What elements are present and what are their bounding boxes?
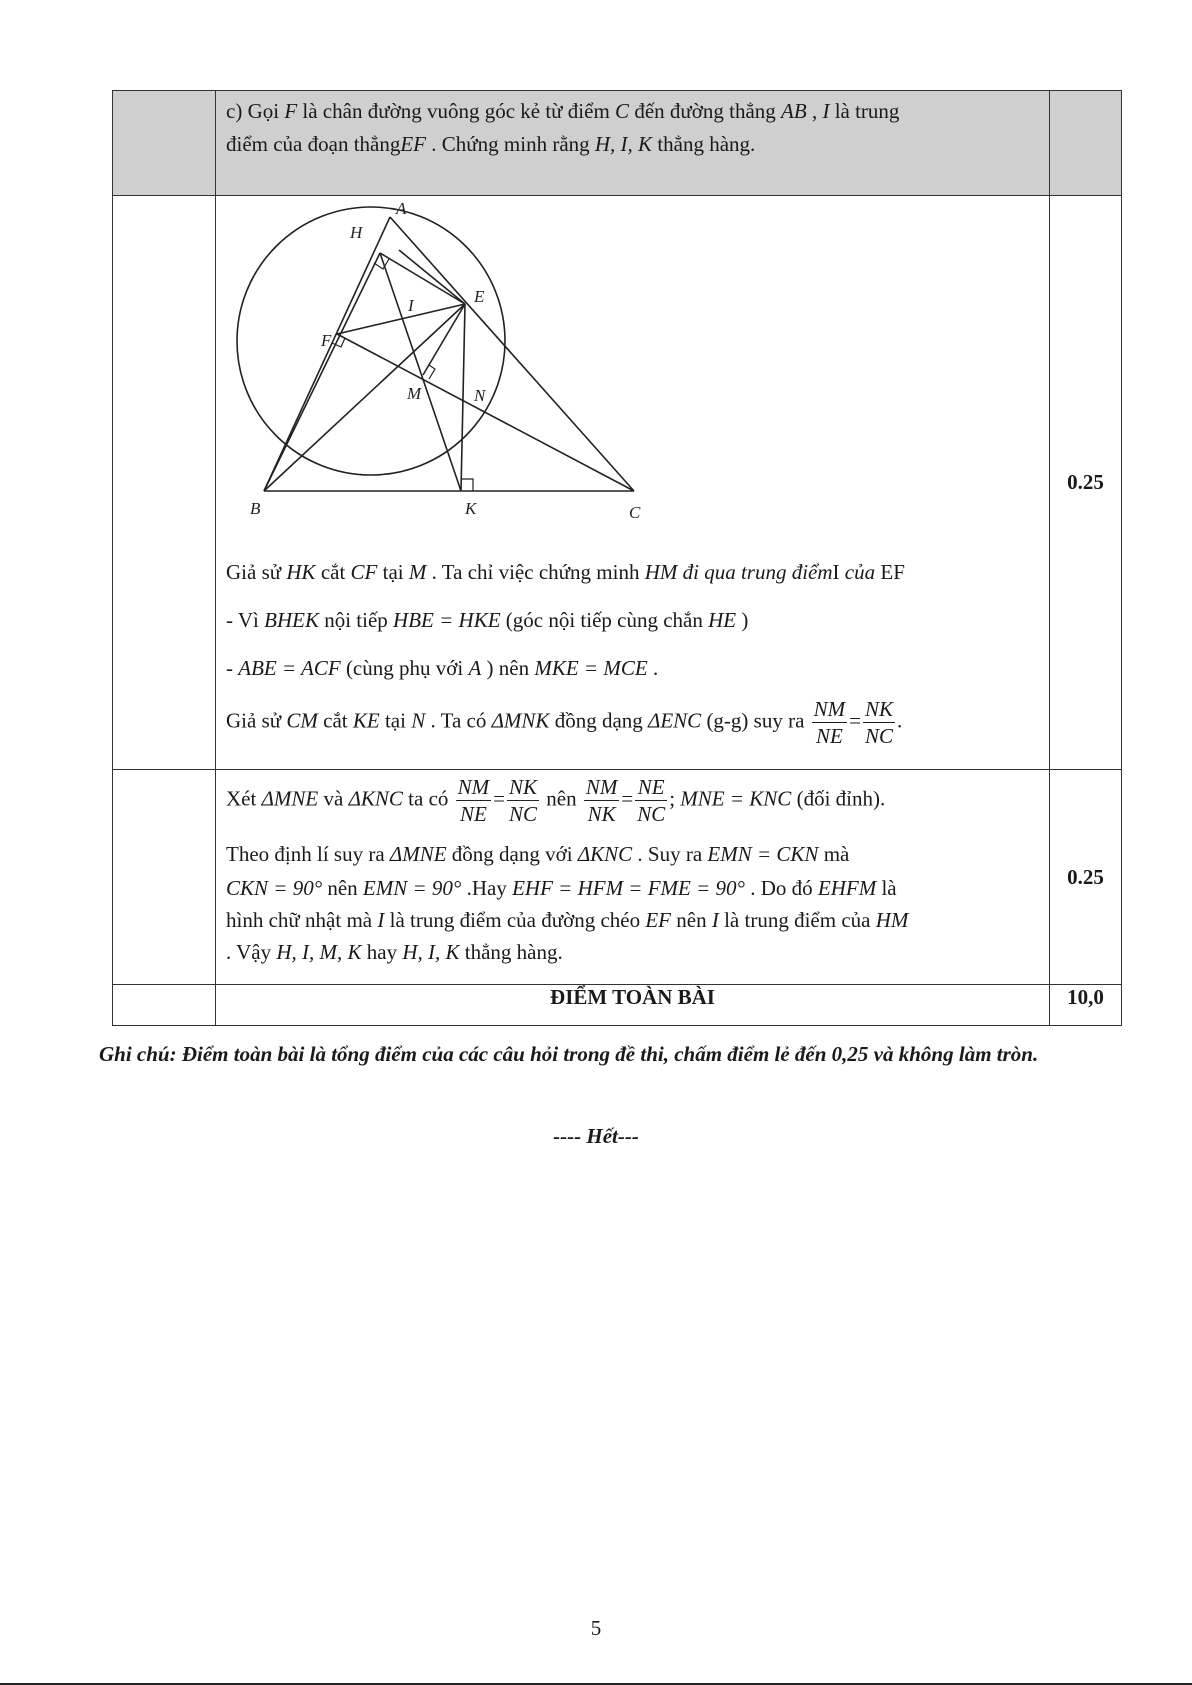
- question-line-1: c) Gọi F là chân đường vuông góc kẻ từ điểm C đến đường thẳng AB , I là trung: [226, 99, 900, 123]
- blank-score-cell: [1050, 91, 1122, 196]
- solution2-line-4: hình chữ nhật mà I là trung điểm của đường chéo EF nên I là trung điểm của HM: [226, 908, 909, 932]
- right-angle-m: [429, 365, 435, 379]
- page-number: 5: [590, 1616, 602, 1640]
- solution-part-2: [216, 770, 1050, 985]
- solution2-line-5: . Vậy H, I, M, K hay H, I, K thẳng hàng.: [226, 940, 563, 964]
- segment-ek: [461, 304, 465, 491]
- label-i: I: [408, 296, 414, 315]
- blank-cell: [113, 985, 216, 1026]
- fraction-nk-nc: $\frac{NK}{NC}$: [865, 697, 894, 748]
- label-e: E: [474, 287, 485, 306]
- label-m: M: [407, 384, 422, 403]
- solution-line-3: - ABE = ACF (cùng phụ với A ) nên MKE = MCE .: [226, 656, 659, 680]
- solution2-line-3: CKN = 90° nên EMN = 90° .Hay EHF = HFM = FME = 90° . Do đó EHFM là: [226, 876, 897, 900]
- footnote: Ghi chú: Điểm toàn bài là tổng điểm của các câu hỏi trong đề thi, chấm điểm lẻ đến 0,25 và không làm tròn.: [99, 1042, 1039, 1066]
- solution2-line-1: Xét ΔMNE và ΔKNC ta có $\frac{NM}{NE}$ = $\frac{NK}{NC}$ nên $\frac{NM}{NK}$ = $\frac{NE}{NC}$ ; MNE = KNC (đối đỉnh).: [226, 775, 886, 826]
- scoring-table: [112, 90, 1122, 1026]
- total-score: 10,0: [1050, 985, 1122, 1026]
- blank-cell: [113, 196, 216, 770]
- segment-ac: [390, 217, 634, 491]
- segment-ba: [264, 217, 390, 491]
- label-k: K: [465, 499, 477, 518]
- score-cell-1: 0.25: [1050, 196, 1122, 770]
- label-n: N: [474, 386, 486, 405]
- fraction-1: $\frac{NM}{NE}$: [457, 775, 490, 826]
- part-c-question: [216, 91, 1050, 196]
- segment-be: [264, 304, 465, 491]
- question-line-2: điểm của đoạn thẳngEF . Chứng minh rằng H, I, K thẳng hàng.: [226, 132, 756, 156]
- solution-line-4: Giả sử CM cắt KE tại N . Ta có ΔMNK đồng dạng ΔENC (g-g) suy ra $\frac{NM}{NE}$ = $\frac{NK}{NC}$ .: [226, 697, 903, 748]
- total-label: ĐIỂM TOÀN BÀI: [216, 985, 1050, 1026]
- fraction-2: $\frac{NK}{NC}$: [509, 775, 538, 826]
- right-angle-k: [461, 479, 473, 491]
- fraction-3: $\frac{NM}{NK}$: [585, 775, 618, 826]
- label-a: A: [396, 199, 407, 218]
- solution-line-2: - Vì BHEK nội tiếp HBE = HKE (góc nội tiếp cùng chắn HE ): [226, 608, 749, 632]
- geometry-figure: [224, 198, 694, 528]
- solution-part-1: [216, 196, 1050, 770]
- label-b: B: [250, 499, 261, 518]
- segment-cf: [337, 334, 634, 491]
- solution2-line-2: Theo định lí suy ra ΔMNE đồng dạng với ΔKNC . Suy ra EMN = CKN mà: [226, 842, 850, 866]
- fraction-4: $\frac{NE}{NC}$: [637, 775, 666, 826]
- blank-cell: [113, 91, 216, 196]
- score-cell-2: 0.25: [1050, 770, 1122, 985]
- blank-cell: [113, 770, 216, 985]
- end-mark: ---- Hết---: [553, 1124, 639, 1148]
- segment-b-h: [264, 253, 380, 491]
- segment-fe: [337, 304, 465, 334]
- label-h: H: [350, 223, 363, 242]
- segment-he: [380, 253, 465, 304]
- segment-em: [423, 304, 465, 375]
- label-f: F: [321, 331, 332, 350]
- label-c: C: [629, 503, 641, 522]
- fraction-nm-ne: $\frac{NM}{NE}$: [813, 697, 846, 748]
- solution-line-1: Giả sử HK cắt CF tại M . Ta chỉ việc chứng minh HM đi qua trung điểmI của EF: [226, 560, 905, 584]
